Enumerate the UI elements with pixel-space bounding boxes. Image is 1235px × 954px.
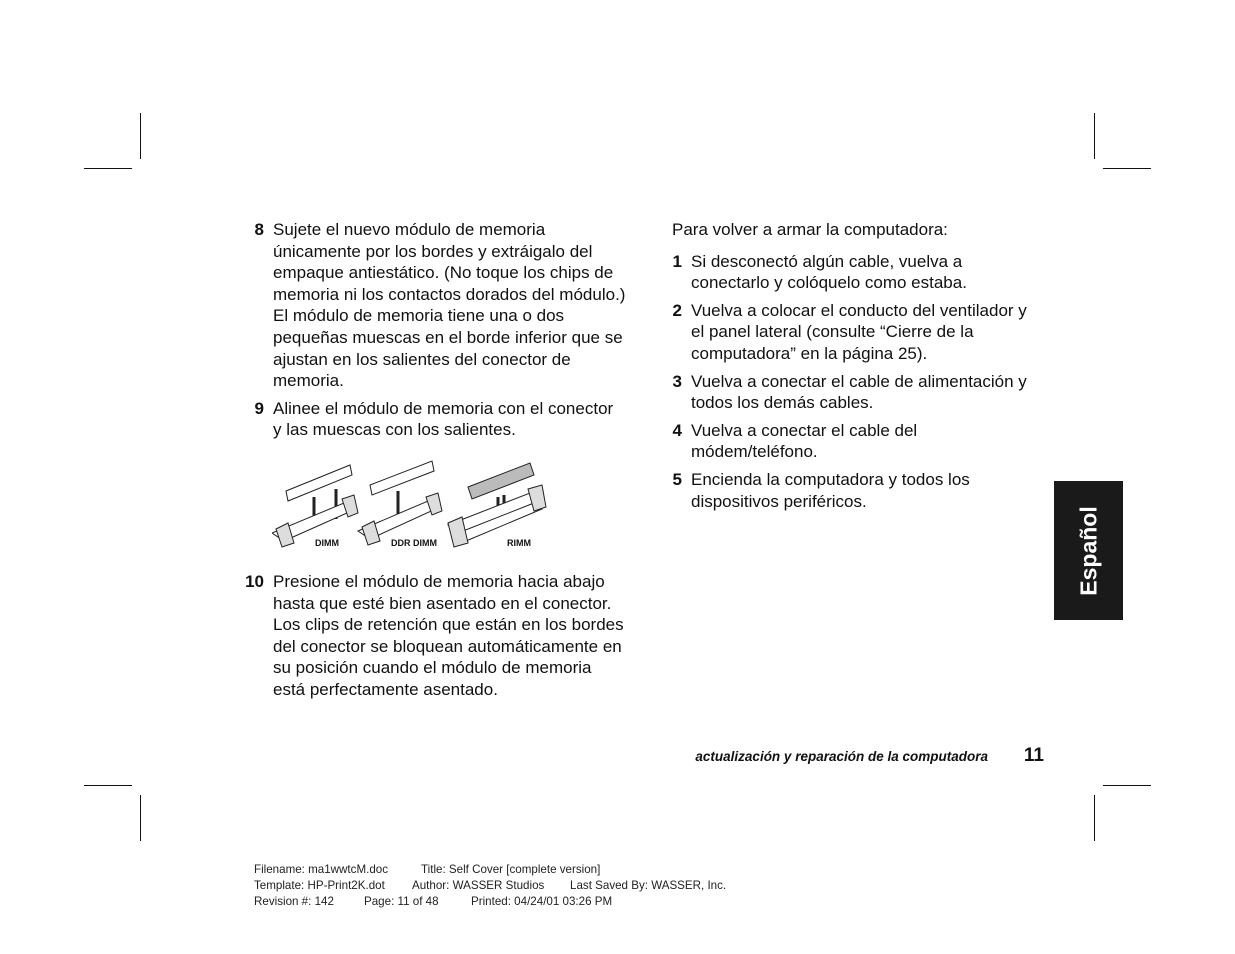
meta-author: Author: WASSER Studios	[412, 879, 545, 892]
step-9	[236, 398, 626, 441]
meta-title: Title: Self Cover [complete version]	[421, 863, 601, 876]
meta-last-saved: Last Saved By: WASSER, Inc.	[570, 879, 727, 892]
crop-mark	[1094, 113, 1095, 159]
crop-mark	[1094, 795, 1095, 841]
step-text: Alinee el módulo de memoria con el conector y las muescas con los salientes.	[273, 398, 614, 440]
step-text: Vuelva a colocar el conducto del ventilador y el panel lateral (consulte “Cierre de la computadora” en la página 25).	[691, 300, 1027, 363]
step-number: 1	[672, 251, 682, 271]
step-8	[236, 219, 626, 392]
step-number: 9	[254, 398, 264, 418]
step-2	[654, 300, 1039, 365]
step-3	[654, 371, 1039, 414]
step-1	[654, 251, 1039, 294]
running-footer: actualización y reparación de la computadora	[695, 749, 988, 764]
section-intro: Para volver a armar la computadora:	[672, 220, 948, 239]
crop-mark	[140, 795, 141, 841]
figure-label-ddr-dimm: DDR DIMM	[391, 537, 437, 548]
step-number: 5	[672, 469, 682, 489]
step-number: 4	[672, 420, 682, 440]
crop-mark	[140, 113, 141, 159]
crop-mark	[1103, 168, 1151, 169]
meta-page: Page: 11 of 48	[364, 895, 439, 908]
step-number: 3	[672, 371, 682, 391]
figure-label-dimm: DIMM	[315, 537, 339, 548]
document-metadata	[254, 862, 726, 910]
meta-filename: Filename: ma1wwtcM.doc	[254, 863, 389, 876]
crop-mark	[1103, 785, 1151, 786]
meta-printed: Printed: 04/24/01 03:26 PM	[471, 895, 613, 908]
language-tab-label: Español	[1075, 505, 1101, 596]
figure-label-rimm: RIMM	[507, 537, 531, 548]
language-tab	[1054, 481, 1123, 620]
meta-template: Template: HP-Print2K.dot	[254, 879, 385, 892]
meta-revision: Revision #: 142	[254, 895, 334, 908]
step-number: 8	[254, 220, 264, 239]
step-text: Sujete el nuevo módulo de memoria únicamente por los bordes y extráigalo del empaque antiestático. (No toque los chips de memoria ni los contactos dorados del módulo.) El módulo de memoria tiene una o dos pequeñas muescas en el borde inferior que se ajustan en los salientes del conector de memoria.	[273, 220, 626, 391]
memory-modules-drawing	[272, 459, 572, 559]
page-number: 11	[1023, 745, 1044, 766]
step-4	[654, 420, 1039, 463]
right-column	[654, 219, 1039, 518]
left-column	[236, 219, 626, 707]
step-number: 2	[672, 300, 682, 320]
step-5	[654, 469, 1039, 512]
crop-mark	[84, 785, 132, 786]
rimm-module	[468, 463, 534, 499]
step-text: Encienda la computadora y todos los dispositivos periféricos.	[691, 469, 970, 511]
step-text: Vuelva a conectar el cable del módem/teléfono.	[691, 420, 918, 462]
crop-mark	[84, 168, 132, 169]
step-text: Si desconectó algún cable, vuelva a conectarlo y colóquelo como estaba.	[691, 251, 967, 293]
dimm-module	[286, 465, 352, 501]
step-text: Vuelva a conectar el cable de alimentación y todos los demás cables.	[691, 371, 1027, 413]
ddr-dimm-module	[370, 461, 434, 495]
step-10	[236, 571, 626, 701]
step-text: Presione el módulo de memoria hacia abajo hasta que esté bien asentado en el conector. Los clips de retención que están en los bordes del conector se bloquean automáticamente en su posición cuando el módulo de memoria está perfectamente asentado.	[273, 571, 624, 699]
memory-module-illustration	[272, 459, 572, 559]
step-number: 10	[245, 571, 264, 591]
